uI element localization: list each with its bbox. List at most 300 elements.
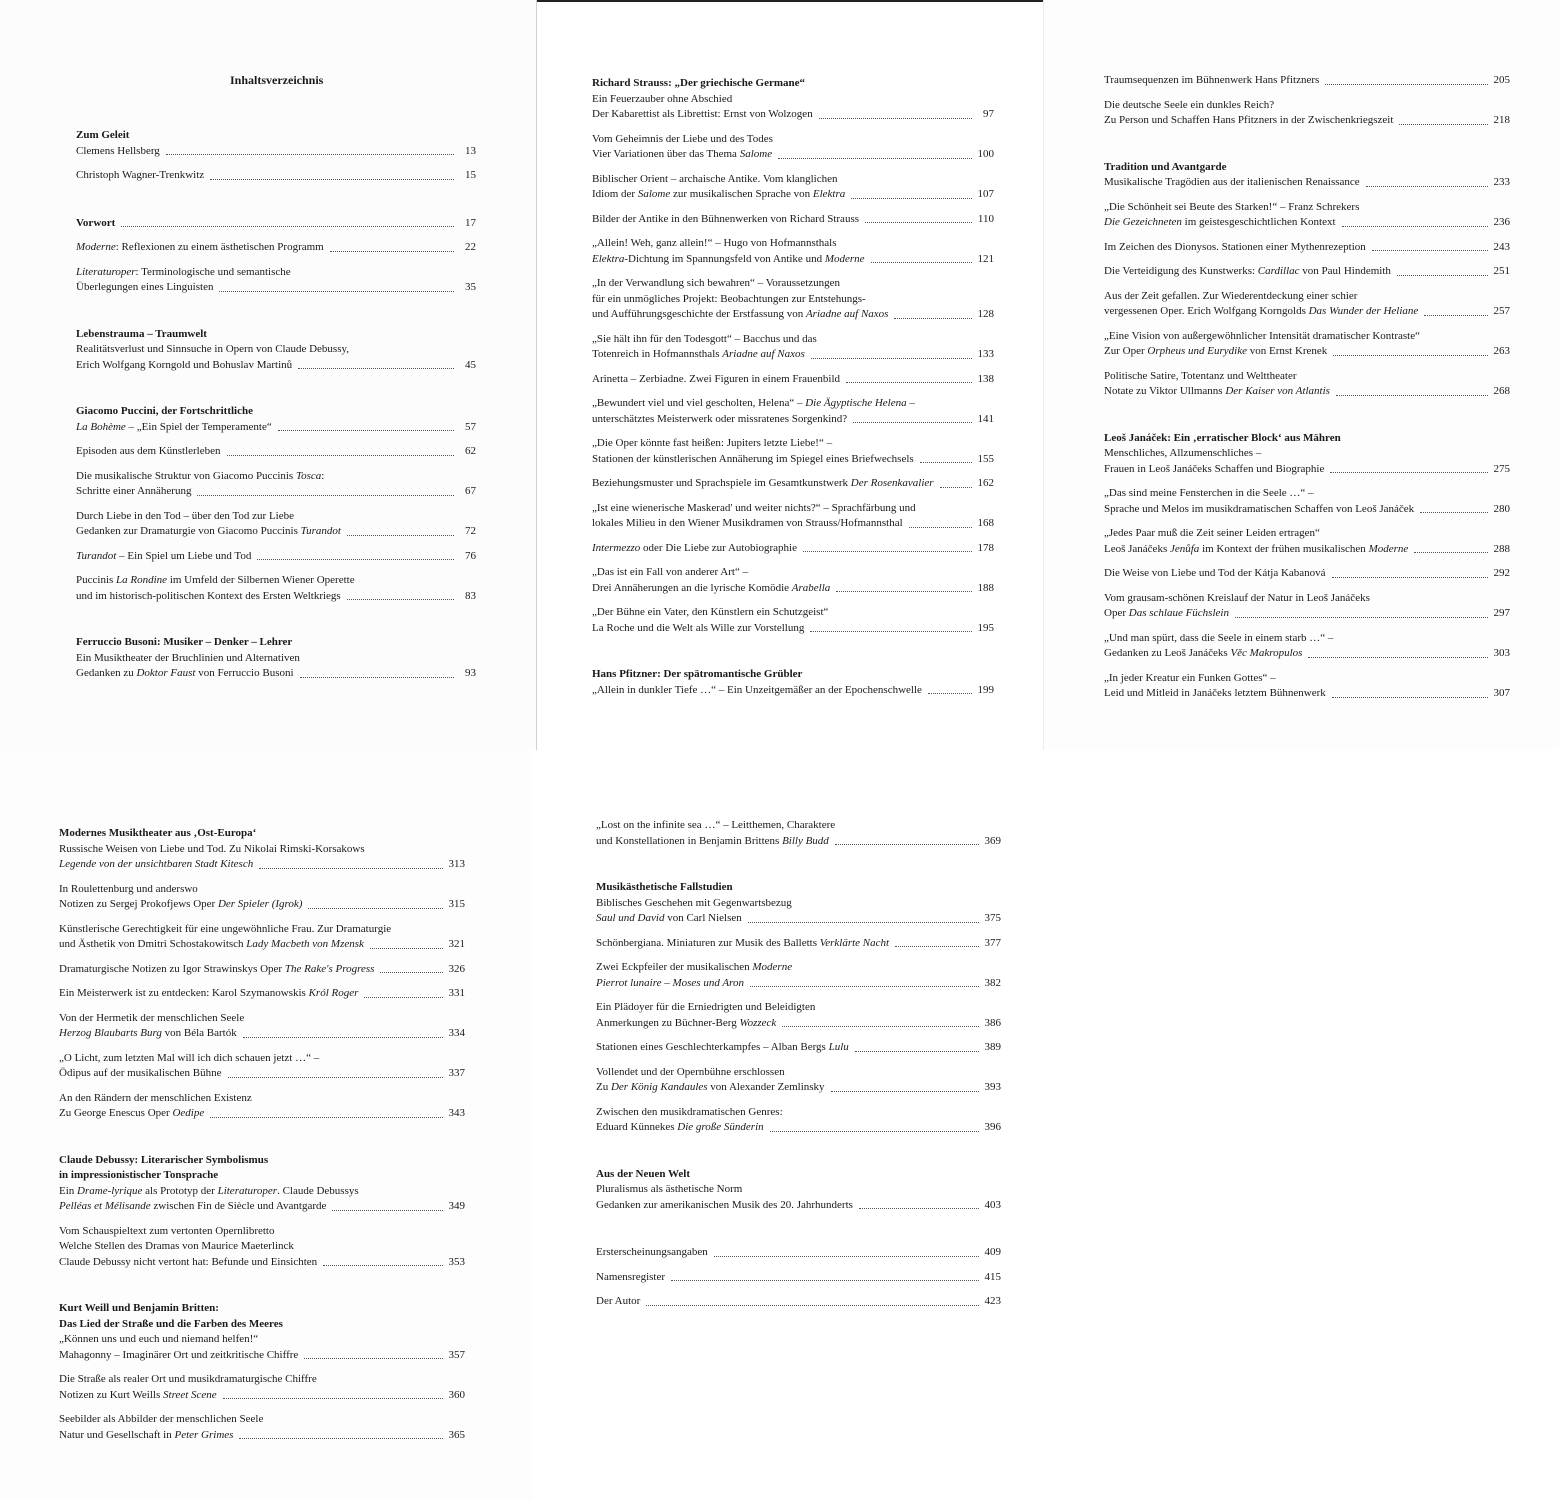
entry-text: für ein unmögliches Projekt: Beobachtungen zur Entstehungs-	[592, 292, 866, 305]
leader-dots	[259, 868, 443, 869]
page-number: 365	[448, 1428, 465, 1441]
leader-dots	[308, 908, 443, 909]
page-number: 100	[977, 148, 994, 160]
leader-dots	[210, 179, 454, 180]
leader-dots	[859, 1208, 979, 1209]
leader-dots	[1308, 657, 1488, 658]
entry-text: Von der Hermetik der menschlichen Seele	[59, 1011, 245, 1024]
entry-text: Politische Satire, Totentanz und Welttheater	[1104, 369, 1297, 382]
page-number: 62	[465, 445, 476, 457]
entry-text: La Bohème – „Ein Spiel der Temperamente“	[76, 420, 272, 433]
page-number: 337	[448, 1067, 465, 1079]
entry-text: Namensregister	[596, 1270, 666, 1283]
section-heading: Richard Strauss: „Der griechische Germane“	[592, 77, 806, 89]
section-heading: Lebenstrauma – Traumwelt	[76, 327, 207, 340]
leader-dots	[835, 844, 979, 845]
entry-text: Künstlerische Gerechtigkeit für eine ungewöhnliche Frau. Zur Dramaturgie	[59, 922, 392, 935]
toc-entry[interactable]	[596, 1182, 1001, 1213]
section-heading: Kurt Weill und Benjamin Britten: Das Lied der Straße und die Farben des Meeres	[59, 1302, 283, 1330]
toc-entry[interactable]	[76, 342, 476, 373]
leader-dots	[330, 251, 454, 252]
entry-text: Literaturoper: Terminologische und semantische	[76, 265, 291, 278]
page-number: 268	[1493, 385, 1510, 397]
toc-entry[interactable]	[1104, 73, 1510, 89]
entry-text: Welche Stellen des Dramas von Maurice Maeterlinck	[59, 1240, 294, 1252]
page-number: 369	[984, 834, 1001, 847]
page-gutter	[536, 0, 537, 750]
entry-text: Zwischen den musikdramatischen Genres:	[596, 1105, 783, 1118]
page-number: 349	[448, 1200, 465, 1212]
entry-text: Vier Variationen über das Thema Salome	[592, 148, 773, 160]
entry-text: Musikalische Tragödien aus der italienischen Renaissance	[1104, 176, 1360, 188]
leader-dots	[1332, 697, 1488, 698]
leader-dots	[1397, 275, 1488, 276]
entry-text: und Aufführungsgeschichte der Erstfassung von Ariadne auf Naxos	[592, 308, 889, 320]
leader-dots	[770, 1131, 979, 1132]
entry-text: Die Straße als realer Ort und musikdramaturgische Chiffre	[59, 1373, 317, 1385]
page-number: 93	[465, 667, 476, 679]
toc-entry[interactable]	[1104, 591, 1510, 622]
page-number: 257	[1493, 305, 1510, 317]
leader-dots	[1399, 124, 1488, 125]
toc-entry[interactable]	[59, 1372, 465, 1403]
entry-text: Zwei Eckpfeiler der musikalischen Moderne	[596, 961, 793, 973]
toc-entry[interactable]	[1104, 446, 1510, 477]
toc-entry[interactable]	[1104, 329, 1510, 360]
entry-text: „Bewundert viel und viel gescholten, Helena“ – Die Ägyptische Helena –	[592, 397, 915, 409]
page-number: 297	[1493, 607, 1510, 619]
page-number: 288	[1493, 542, 1510, 555]
toc-entry[interactable]	[592, 396, 994, 427]
leader-dots	[646, 1305, 979, 1306]
toc-entry[interactable]	[76, 216, 476, 232]
toc-entry[interactable]	[76, 549, 476, 565]
toc-entry[interactable]	[596, 960, 1001, 991]
toc-entry[interactable]	[592, 372, 994, 388]
toc-entry[interactable]	[59, 1011, 465, 1042]
entry-text: Ein Plädoyer für die Erniedrigten und Beleidigten	[596, 1001, 816, 1013]
leader-dots	[1336, 395, 1488, 396]
leader-dots	[364, 997, 443, 998]
entry-text: Der Autor	[596, 1295, 641, 1307]
toc-entry[interactable]	[592, 236, 994, 267]
entry-text: „In der Verwandlung sich bewahren“ – Voraussetzungen	[592, 277, 841, 289]
entry-text: Notizen zu Kurt Weills Street Scene	[59, 1388, 217, 1401]
entry-text: „Sie hält ihn für den Todesgott“ – Bacchus und das	[592, 332, 817, 345]
toc-entry[interactable]	[1104, 566, 1510, 582]
entry-text: „Das sind meine Fensterchen in die Seele …“ –	[1104, 487, 1314, 499]
leader-dots	[750, 986, 979, 987]
page-number: 415	[984, 1270, 1001, 1283]
toc-entry[interactable]	[596, 1294, 1001, 1310]
entry-text: „Die Oper könnte fast heißen: Jupiters letzte Liebe!“ –	[592, 437, 833, 449]
entry-text: Elektra-Dichtung im Spannungsfeld von Antike und Moderne	[592, 252, 865, 265]
leader-dots	[748, 922, 979, 923]
page-number: 243	[1493, 240, 1510, 253]
entry-text: und Ästhetik von Dmitri Schostakowitsch Lady Macbeth von Mzensk	[59, 938, 364, 950]
page-number: 357	[448, 1348, 465, 1361]
entry-text: Puccinis La Rondine im Umfeld der Silbernen Wiener Operette	[76, 574, 355, 586]
entry-text: Episoden aus dem Künstlerleben	[76, 445, 221, 457]
toc-entry[interactable]	[1104, 486, 1510, 517]
page-number: 168	[977, 517, 994, 529]
toc-entry[interactable]	[592, 212, 994, 228]
page-number: 195	[977, 621, 994, 634]
section-heading: Musikästhetische Fallstudien	[596, 881, 733, 893]
page-gutter	[1043, 0, 1044, 750]
leader-dots	[831, 1091, 979, 1092]
entry-text: Gedanken zur Dramaturgie von Giacomo Puccinis Turandot	[76, 525, 341, 537]
leader-dots	[928, 693, 972, 694]
leader-dots	[219, 291, 454, 292]
entry-text: Ein Meisterwerk ist zu entdecken: Karol Szymanowskis Król Roger	[59, 987, 359, 999]
entry-text: unterschätztes Meisterwerk oder missratenes Sorgenkind?	[592, 412, 848, 425]
entry-text: Zur Oper Orpheus und Eurydike von Ernst Krenek	[1104, 345, 1328, 357]
toc-entry[interactable]	[59, 1184, 465, 1215]
page-number: 13	[465, 144, 476, 157]
leader-dots	[671, 1280, 979, 1281]
entry-text: Durch Liebe in den Tod – über den Tod zur Liebe	[76, 509, 294, 522]
entry-text: Clemens Hellsberg	[76, 144, 160, 157]
page-number: 35	[465, 281, 476, 293]
entry-text: Drei Annäherungen an die lyrische Komödie Arabella	[592, 581, 831, 594]
toc-column-1	[76, 128, 476, 682]
entry-text: „Jedes Paar muß die Zeit seiner Leiden ertragen“	[1104, 527, 1320, 539]
toc-entry[interactable]	[59, 986, 465, 1002]
page-edge-rule	[537, 0, 1043, 2]
entry-text: La Roche und die Welt als Wille zur Vorstellung	[592, 621, 805, 634]
leader-dots	[121, 226, 454, 227]
section-heading: Zum Geleit	[76, 129, 130, 141]
leader-dots	[836, 591, 972, 592]
entry-text: Notizen zu Sergej Prokofjews Oper Der Spieler (Igrok)	[59, 898, 303, 910]
page-number: 353	[448, 1255, 465, 1268]
page-number: 303	[1493, 647, 1510, 659]
entry-text: Vom Schauspieltext zum vertonten Opernlibretto	[59, 1224, 275, 1237]
entry-text: Frauen in Leoš Janáčeks Schaffen und Biographie	[1104, 462, 1325, 475]
entry-text: Turandot – Ein Spiel um Liebe und Tod	[76, 549, 252, 562]
leader-dots	[855, 1051, 979, 1052]
leader-dots	[1325, 84, 1488, 85]
toc-entry[interactable]	[76, 144, 476, 160]
entry-text: Zu Person und Schaffen Hans Pfitzners in der Zwischenkriegszeit	[1104, 114, 1394, 126]
toc-entry[interactable]	[1104, 264, 1510, 280]
entry-text: Im Zeichen des Dionysos. Stationen einer Mythenrezeption	[1104, 240, 1366, 253]
leader-dots	[811, 358, 972, 359]
entry-text: „Die Schönheit sei Beute des Starken!“ – Franz Schrekers	[1104, 200, 1360, 213]
leader-dots	[298, 368, 454, 369]
toc-entry[interactable]	[596, 936, 1001, 952]
leader-dots	[1366, 186, 1488, 187]
entry-text: „O Licht, zum letzten Mal will ich dich schauen jetzt …“ –	[59, 1051, 320, 1064]
page-number: 76	[465, 549, 476, 562]
leader-dots	[1342, 226, 1488, 227]
entry-text: „Das ist ein Fall von anderer Art“ –	[592, 566, 749, 578]
toc-entry[interactable]	[596, 1245, 1001, 1261]
page-number: 313	[448, 858, 465, 870]
toc-entry[interactable]	[1104, 98, 1510, 129]
entry-text: Schritte einer Annäherung	[76, 485, 192, 497]
toc-entry[interactable]	[592, 92, 994, 123]
leader-dots	[228, 1077, 443, 1078]
leader-dots	[380, 972, 443, 973]
toc-entry[interactable]	[1104, 631, 1510, 662]
page-number: 251	[1493, 265, 1510, 277]
entry-text: Die Gezeichneten im geistesgeschichtlichen Kontext	[1104, 216, 1336, 228]
toc-entry[interactable]	[76, 265, 476, 296]
page-number: 403	[984, 1198, 1001, 1211]
section-heading: Claude Debussy: Literarischer Symbolismus in impressionistischer Tonsprache	[59, 1153, 269, 1181]
page-number: 162	[977, 477, 994, 489]
leader-dots	[1424, 315, 1488, 316]
entry-text: Sprache und Melos im musikdramatischen Schaffen von Leoš Janáček	[1104, 502, 1415, 515]
page-number: 178	[977, 541, 994, 554]
toc-entry[interactable]	[76, 420, 476, 436]
toc-entry[interactable]	[59, 842, 465, 873]
leader-dots	[300, 677, 454, 678]
leader-dots	[846, 382, 972, 383]
toc-column-3	[1104, 73, 1510, 702]
entry-text: Pierrot lunaire – Moses und Aron	[596, 976, 744, 989]
entry-text: Beziehungsmuster und Sprachspiele im Gesamtkunstwerk Der Rosenkavalier	[592, 477, 934, 489]
entry-text: Stationen der künstlerischen Annäherung im Spiegel eines Briefwechsels	[592, 452, 914, 465]
section-heading: Hans Pfitzner: Der spätromantische Grübler	[592, 668, 803, 680]
entry-text: „Und man spürt, dass die Seele in einem starb …“ –	[1104, 631, 1334, 644]
entry-text: Gedanken zu Doktor Faust von Ferruccio Busoni	[76, 667, 294, 679]
toc-column-2	[592, 76, 994, 698]
section-heading: Leoš Janáček: Ein ‚erratischer Block‘ aus Mähren	[1104, 431, 1341, 444]
entry-text: „Allein! Weh, ganz allein!“ – Hugo von Hofmannsthals	[592, 237, 837, 249]
toc-entry[interactable]	[76, 168, 476, 184]
toc-entry[interactable]	[1104, 526, 1510, 557]
toc-entry[interactable]	[59, 1051, 465, 1082]
page-number: 17	[465, 216, 476, 229]
toc-entry[interactable]	[59, 1332, 465, 1363]
page-number: 409	[984, 1246, 1001, 1258]
toc-entry[interactable]	[76, 469, 476, 500]
leader-dots	[323, 1265, 443, 1266]
page-number: 326	[448, 962, 465, 975]
toc-entry[interactable]	[59, 1091, 465, 1122]
page-number: 121	[977, 252, 994, 265]
page-number: 280	[1493, 502, 1510, 515]
page-number: 377	[984, 936, 1001, 949]
entry-text: Zu George Enescus Oper Oedipe	[59, 1107, 205, 1119]
toc-entry[interactable]	[592, 132, 994, 163]
entry-text: Traumsequenzen im Bühnenwerk Hans Pfitzners	[1104, 74, 1320, 86]
toc-entry[interactable]	[1104, 671, 1510, 702]
entry-text: Idiom der Salome zur musikalischen Sprache von Elektra	[592, 188, 846, 200]
leader-dots	[370, 948, 443, 949]
toc-entry[interactable]	[592, 332, 994, 363]
entry-text: Saul und David von Carl Nielsen	[596, 912, 742, 924]
leader-dots	[1333, 355, 1488, 356]
entry-text: Die musikalische Struktur von Giacomo Puccinis Tosca:	[76, 469, 325, 482]
toc-entry[interactable]	[1104, 369, 1510, 400]
toc-entry[interactable]	[596, 1065, 1001, 1096]
entry-text: „Allein in dunkler Tiefe …“ – Ein Unzeitgemäßer an der Epochenschwelle	[592, 683, 922, 696]
entry-text: Überlegungen eines Linguisten	[76, 281, 214, 293]
page-number: 263	[1493, 345, 1510, 357]
leader-dots	[894, 318, 972, 319]
leader-dots	[819, 118, 972, 119]
entry-text: Ein Musiktheater der Bruchlinien und Alternativen	[76, 651, 300, 664]
toc-entry[interactable]	[592, 605, 994, 636]
leader-dots	[243, 1037, 443, 1038]
toc-entry[interactable]	[592, 541, 994, 557]
entry-text: „Ist eine wienerische Maskerad' und weiter nichts?“ – Sprachfärbung und	[592, 501, 916, 514]
entry-text: Vom grausam-schönen Kreislauf der Natur in Leoš Janáčeks	[1104, 591, 1370, 604]
page-number: 72	[465, 525, 476, 537]
entry-text: Legende von der unsichtbaren Stadt Kitesch	[59, 858, 254, 870]
leader-dots	[714, 1256, 979, 1257]
section-heading: Tradition und Avantgarde	[1104, 160, 1227, 173]
entry-text: Die deutsche Seele ein dunkles Reich?	[1104, 98, 1275, 111]
entry-text: Moderne: Reflexionen zu einem ästhetischen Programm	[76, 241, 324, 253]
page-number: 133	[977, 348, 994, 360]
leader-dots	[197, 495, 454, 496]
page-number: 67	[465, 485, 476, 497]
entry-text: Seebilder als Abbilder der menschlichen Seele	[59, 1413, 264, 1425]
toc-entry[interactable]	[59, 962, 465, 978]
toc-entry[interactable]	[76, 651, 476, 682]
toc-entry[interactable]	[592, 476, 994, 492]
toc-entry[interactable]	[592, 683, 994, 699]
leader-dots	[1235, 617, 1488, 618]
section-heading: Ferruccio Busoni: Musiker – Denker – Lehrer	[76, 636, 293, 648]
toc-entry[interactable]	[76, 240, 476, 256]
entry-text: Gedanken zu Leoš Janáčeks Věc Makropulos	[1104, 647, 1303, 659]
toc-entry[interactable]	[1104, 200, 1510, 231]
section-heading: Modernes Musiktheater aus ‚Ost-Europa‘	[59, 827, 257, 839]
toc-entry[interactable]	[596, 818, 1001, 849]
entry-text: Mahagonny – Imaginärer Ort und zeitkritische Chiffre	[59, 1348, 299, 1361]
toc-entry[interactable]	[592, 565, 994, 596]
entry-text: Die Verteidigung des Kunstwerks: Cardillac von Paul Hindemith	[1104, 265, 1391, 277]
entry-text: vergessenen Oper. Erich Wolfgang Korngolds Das Wunder der Heliane	[1104, 305, 1419, 317]
entry-text: Vollendet und der Opernbühne erschlossen	[596, 1065, 785, 1078]
toc-entry[interactable]	[1104, 175, 1510, 191]
toc-title: Inhaltsverzeichnis	[230, 73, 324, 87]
page-number: 423	[984, 1295, 1001, 1307]
entry-text: Leoš Janáčeks Jenůfa im Kontext der frühen musikalischen Moderne	[1104, 542, 1409, 555]
entry-text: lokales Milieu in den Wiener Musikdramen von Strauss/Hofmannsthal	[592, 517, 903, 529]
toc-entry[interactable]	[76, 444, 476, 460]
entry-text: In Roulettenburg und anderswo	[59, 882, 198, 895]
entry-text: Pelléas et Mélisande zwischen Fin de Siècle und Avantgarde	[59, 1200, 327, 1212]
leader-dots	[278, 430, 454, 431]
entry-text: Russische Weisen von Liebe und Tod. Zu Nikolai Rimski-Korsakows	[59, 842, 365, 855]
entry-text: Biblischer Orient – archaische Antike. Vom klanglichen	[592, 172, 838, 185]
toc-entry[interactable]	[59, 1412, 465, 1443]
toc-entry[interactable]	[76, 509, 476, 540]
toc-entry[interactable]	[1104, 289, 1510, 320]
entry-text: Gedanken zur amerikanischen Musik des 20. Jahrhunderts	[596, 1198, 853, 1211]
entry-text: Stationen eines Geschlechterkampfes – Alban Bergs Lulu	[596, 1041, 849, 1053]
entry-text: Erich Wolfgang Korngold und Bohuslav Martinů	[76, 358, 293, 371]
toc-entry[interactable]	[59, 922, 465, 953]
page-number: 315	[448, 898, 465, 910]
entry-text: Der Kabarettist als Librettist: Ernst von Wolzogen	[592, 108, 813, 120]
toc-entry[interactable]	[592, 276, 994, 323]
leader-dots	[332, 1210, 443, 1211]
entry-text: und Konstellationen in Benjamin Brittens Billy Budd	[596, 834, 829, 847]
page-number: 205	[1493, 74, 1510, 86]
toc-entry[interactable]	[592, 172, 994, 203]
page-number: 57	[465, 420, 476, 433]
entry-text: „Der Bühne ein Vater, den Künstlern ein Schutzgeist“	[592, 606, 829, 618]
entry-text: Leid und Mitleid in Janáčeks letztem Bühnenwerk	[1104, 687, 1326, 699]
entry-text: Natur und Gesellschaft in Peter Grimes	[59, 1428, 234, 1441]
toc-entry[interactable]	[596, 1105, 1001, 1136]
leader-dots	[347, 599, 454, 600]
leader-dots	[227, 455, 455, 456]
leader-dots	[1372, 250, 1488, 251]
entry-text: Die Weise von Liebe und Tod der Kátja Kabanová	[1104, 567, 1326, 579]
toc-entry[interactable]	[76, 573, 476, 604]
entry-text: und im historisch-politischen Kontext des Ersten Weltkriegs	[76, 589, 341, 602]
page-number: 141	[977, 412, 994, 425]
entry-text: Pluralismus als ästhetische Norm	[596, 1183, 743, 1195]
entry-text: Ein Feuerzauber ohne Abschied	[592, 92, 733, 105]
toc-entry[interactable]	[1104, 240, 1510, 256]
leader-dots	[304, 1358, 443, 1359]
page-number: 155	[977, 452, 994, 465]
page-number: 307	[1493, 687, 1510, 699]
entry-text: Ersterscheinungsangaben	[596, 1246, 708, 1258]
toc-entry[interactable]	[592, 436, 994, 467]
page-number: 107	[977, 188, 994, 200]
toc-entry[interactable]	[596, 1040, 1001, 1056]
leader-dots	[239, 1438, 443, 1439]
blank-page	[1045, 750, 1559, 1500]
entry-text: Menschliches, Allzumenschliches –	[1104, 447, 1262, 459]
toc-entry[interactable]	[596, 1000, 1001, 1031]
toc-entry[interactable]	[596, 1270, 1001, 1286]
leader-dots	[257, 559, 454, 560]
page-number: 199	[977, 683, 994, 696]
entry-text: Ödipus auf der musikalischen Bühne	[59, 1067, 222, 1079]
entry-text: Realitätsverlust und Sinnsuche in Opern von Claude Debussy,	[76, 343, 350, 355]
entry-text: Ein Drame-lyrique als Prototyp der Literaturoper. Claude Debussys	[59, 1184, 359, 1197]
toc-entry[interactable]	[59, 882, 465, 913]
entry-text: Oper Das schlaue Füchslein	[1104, 607, 1229, 619]
entry-text: Arinetta – Zerbiadne. Zwei Figuren in einem Frauenbild	[592, 372, 841, 385]
entry-text: Biblisches Geschehen mit Gegenwartsbezug	[596, 896, 792, 909]
entry-text: Aus der Zeit gefallen. Zur Wiederentdeckung einer schier	[1104, 289, 1358, 302]
leader-dots	[853, 422, 972, 423]
page-number: 393	[984, 1081, 1001, 1093]
section-heading: Giacomo Puccini, der Fortschrittliche	[76, 405, 253, 417]
section-heading: Aus der Neuen Welt	[596, 1167, 691, 1180]
entry-text: Totenreich in Hofmannsthals Ariadne auf Naxos	[592, 348, 805, 360]
entry-text: Bilder der Antike in den Bühnenwerken von Richard Strauss	[592, 212, 860, 225]
entry-text: „Können uns und euch und niemand helfen!“	[59, 1333, 259, 1345]
page-number: 138	[977, 372, 994, 385]
page-number: 15	[465, 169, 476, 181]
leader-dots	[851, 198, 972, 199]
toc-entry[interactable]	[59, 1224, 465, 1271]
leader-dots	[909, 527, 972, 528]
toc-entry[interactable]	[592, 501, 994, 532]
leader-dots	[1420, 512, 1488, 513]
leader-dots	[778, 158, 972, 159]
page-number: 275	[1493, 462, 1510, 475]
leader-dots	[895, 946, 979, 947]
leader-dots	[210, 1117, 443, 1118]
toc-entry[interactable]	[596, 896, 1001, 927]
entry-text: Eduard Künnekes Die große Sünderin	[596, 1121, 764, 1133]
